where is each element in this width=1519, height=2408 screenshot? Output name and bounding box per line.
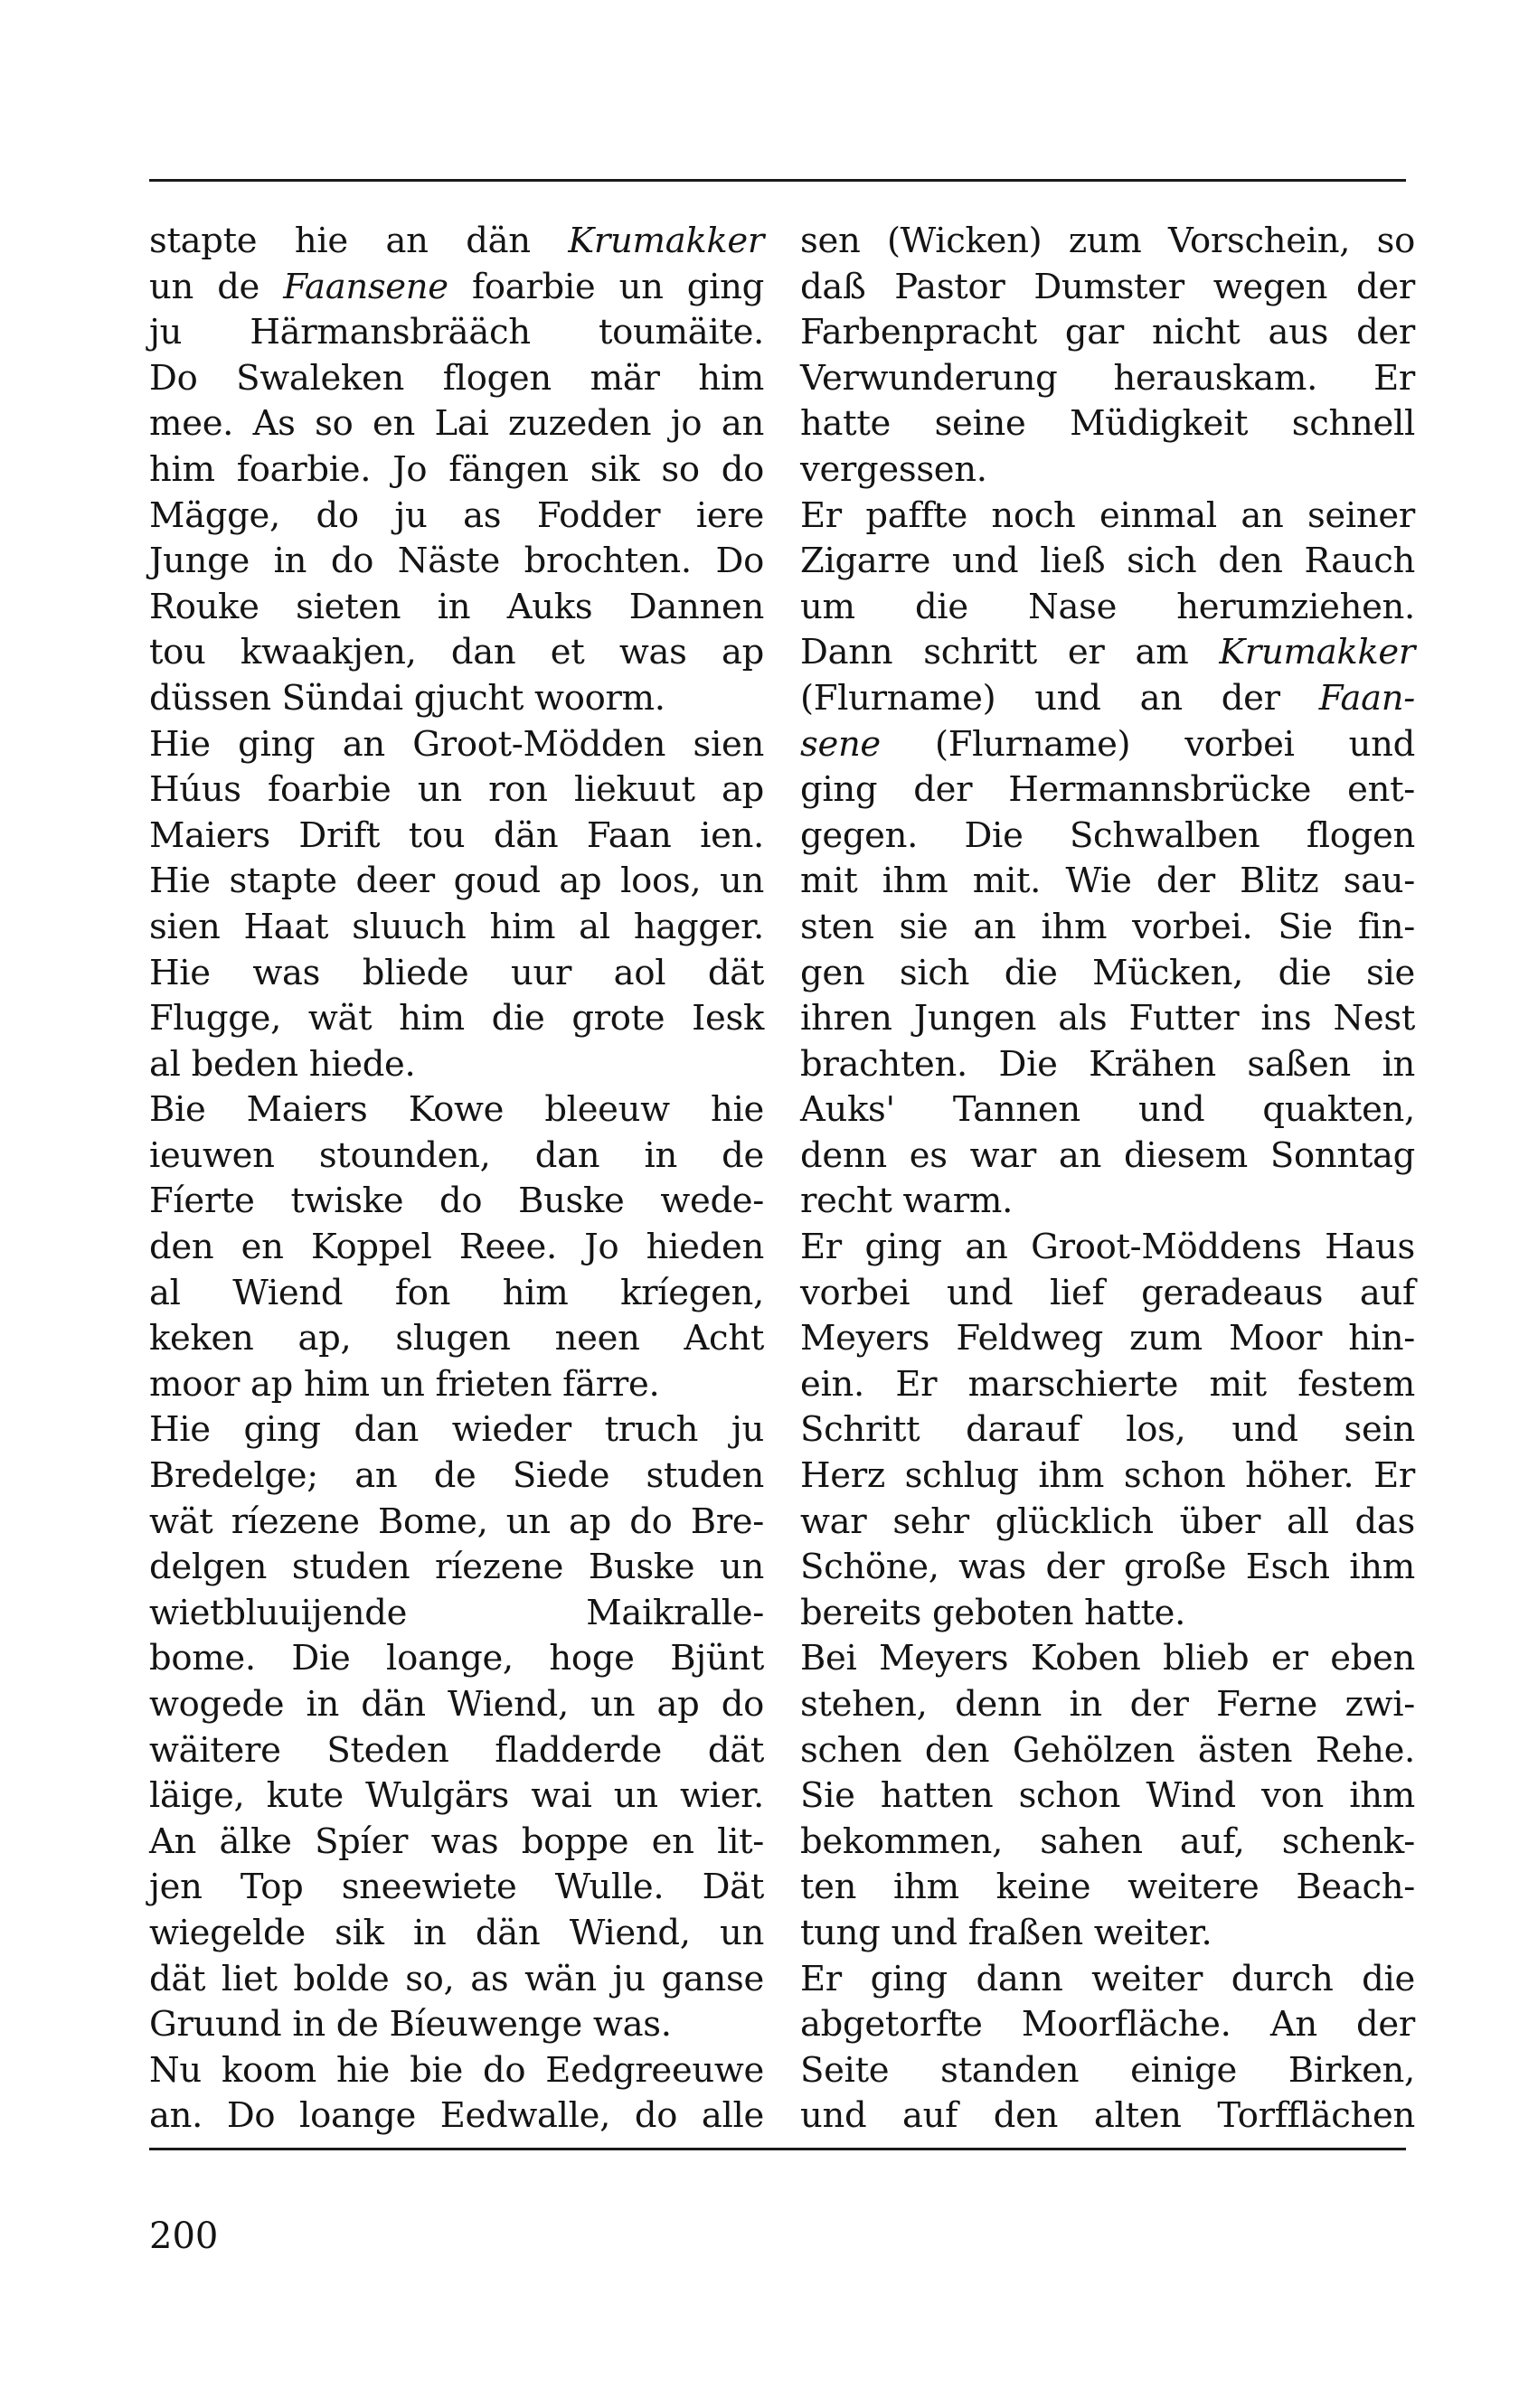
text-line: brachten. Die Krähen saßen in xyxy=(800,1043,1415,1085)
text-line: Er paffte noch einmal an seiner xyxy=(800,494,1415,536)
text-line: abgetorfte Moorfläche. An der xyxy=(800,2004,1415,2046)
text-line: schen den Gehölzen ästen Rehe. xyxy=(800,1729,1415,1771)
text-line: Schöne, was der große Esch ihm xyxy=(800,1547,1415,1588)
text-line: Farbenpracht gar nicht aus der xyxy=(800,312,1415,353)
text-line: Bredelge; an de Siede studen xyxy=(149,1455,764,1497)
text-line: ieuwen stounden, dan in de xyxy=(149,1134,764,1176)
text-line: hatte seine Müdigkeit schnell xyxy=(800,403,1415,445)
text-line: Meyers Feldweg zum Moor hin- xyxy=(800,1318,1415,1359)
text-line: Seite standen einige Birken, xyxy=(800,2049,1415,2091)
text-line: Zigarre und ließ sich den Rauch xyxy=(800,541,1415,582)
text-line: um die Nase herumziehen. xyxy=(800,586,1415,627)
text-line: dät liet bolde so, as wän ju ganse xyxy=(149,1958,764,1999)
text-line: Hie ging an Groot-Mödden sien xyxy=(149,723,764,765)
text-line: Flugge, wät him die grote Iesk xyxy=(149,998,764,1039)
text-line: jen Top sneewiete Wulle. Dät xyxy=(149,1867,764,1908)
text-line: Dann schritt er am Krumakker xyxy=(800,632,1415,673)
text-line: sien Haat sluuch him al hagger. xyxy=(149,906,764,947)
text-line: denn es war an diesem Sonntag xyxy=(800,1134,1415,1176)
text-line: Hie ging dan wieder truch ju xyxy=(149,1409,764,1451)
text-line: Nu koom hie bie do Eedgreeuwe xyxy=(149,2049,764,2091)
text-line: Er ging dann weiter durch die xyxy=(800,1958,1415,1999)
text-line: An älke Spíer was boppe en lit- xyxy=(149,1820,764,1862)
text-line: Herz schlug ihm schon höher. Er xyxy=(800,1455,1415,1497)
text-line: recht warm. xyxy=(800,1180,1014,1222)
text-line: Schritt darauf los, und sein xyxy=(800,1409,1415,1451)
text-line: bereits geboten hatte. xyxy=(800,1592,1186,1633)
text-line: Rouke sieten in Auks Dannen xyxy=(149,586,764,627)
text-line: Mägge, do ju as Fodder iere xyxy=(149,494,764,536)
text-line: war sehr glücklich über all das xyxy=(800,1500,1415,1542)
text-line: ihren Jungen als Futter ins Nest xyxy=(800,998,1415,1039)
text-line: Bie Maiers Kowe bleeuw hie xyxy=(149,1089,764,1131)
text-line: den en Koppel Reee. Jo hieden xyxy=(149,1227,764,1268)
text-line: un de Faansene foarbie un ging xyxy=(149,266,764,307)
text-line: vorbei und lief geradeaus auf xyxy=(800,1272,1415,1313)
page-number: 200 xyxy=(149,2215,219,2257)
text-line: Hie was bliede uur aol dät xyxy=(149,952,764,993)
text-line: ein. Er marschierte mit festem xyxy=(800,1363,1415,1405)
text-line: Sie hatten schon Wind von ihm xyxy=(800,1775,1415,1817)
text-line: Húus foarbie un ron liekuut ap xyxy=(149,769,764,811)
text-line: al beden hiede. xyxy=(149,1043,416,1085)
text-line: bekommen, sahen auf, schenk- xyxy=(800,1820,1415,1862)
text-line: Junge in do Näste brochten. Do xyxy=(149,541,764,582)
text-line: wogede in dän Wiend, un ap do xyxy=(149,1684,764,1725)
text-line: Gruund in de Bíeuwenge was. xyxy=(149,2004,672,2046)
text-line: mee. As so en Lai zuzeden jo an xyxy=(149,403,764,445)
text-line: an. Do loange Eedwalle, do alle xyxy=(149,2095,764,2137)
text-line: wietbluuijende Maikralle- xyxy=(149,1592,764,1633)
text-line: tou kwaakjen, dan et was ap xyxy=(149,632,764,673)
text-line: Bei Meyers Koben blieb er eben xyxy=(800,1638,1415,1679)
text-line: moor ap him un frieten färre. xyxy=(149,1363,660,1405)
text-line: läige, kute Wulgärs wai un wier. xyxy=(149,1775,764,1817)
text-line: stapte hie an dän Krumakker xyxy=(149,221,764,261)
text-line: düssen Sündai gjucht woorm. xyxy=(149,677,665,719)
text-line: gegen. Die Schwalben flogen xyxy=(800,814,1415,856)
text-line: Maiers Drift tou dän Faan ien. xyxy=(149,814,764,856)
text-line: ju Härmansbrääch toumäite. xyxy=(149,312,764,353)
text-line: him foarbie. Jo fängen sik so do xyxy=(149,448,764,490)
text-line: al Wiend fon him kríegen, xyxy=(149,1272,764,1313)
text-line: ten ihm keine weitere Beach- xyxy=(800,1867,1415,1908)
text-line: Do Swaleken flogen mär him xyxy=(149,357,764,399)
text-line: und auf den alten Torfflächen xyxy=(800,2095,1415,2137)
text-line: Er ging an Groot-Möddens Haus xyxy=(800,1227,1415,1268)
text-line: sen (Wicken) zum Vorschein, so xyxy=(800,221,1415,261)
text-line: vergessen. xyxy=(800,448,987,490)
text-line: tung und fraßen weiter. xyxy=(800,1912,1212,1953)
footer-rule xyxy=(149,2148,1406,2150)
text-line: daß Pastor Dumster wegen der xyxy=(800,266,1415,307)
text-line: sten sie an ihm vorbei. Sie fin- xyxy=(800,906,1415,947)
text-line: sene (Flurname) vorbei und xyxy=(800,723,1415,765)
text-line: stehen, denn in der Ferne zwi- xyxy=(800,1684,1415,1725)
text-line: Hie stapte deer goud ap loos, un xyxy=(149,861,764,902)
right-column-german-text xyxy=(800,219,1415,2140)
text-line: ging der Hermannsbrücke ent- xyxy=(800,769,1415,811)
text-line: keken ap, slugen neen Acht xyxy=(149,1318,764,1359)
text-line: gen sich die Mücken, die sie xyxy=(800,952,1415,993)
text-line: Auks' Tannen und quakten, xyxy=(800,1089,1415,1131)
text-line: Verwunderung herauskam. Er xyxy=(800,357,1415,399)
text-line: delgen studen ríezene Buske un xyxy=(149,1547,764,1588)
text-line: wiegelde sik in dän Wiend, un xyxy=(149,1912,764,1953)
text-line: wäitere Steden fladderde dät xyxy=(149,1729,764,1771)
header-rule xyxy=(149,179,1406,182)
text-line: bome. Die loange, hoge Bjünt xyxy=(149,1638,764,1679)
text-line: Fíerte twiske do Buske wede- xyxy=(149,1180,764,1222)
left-column-frisian-text xyxy=(149,219,764,2140)
text-line: (Flurname) und an der Faan- xyxy=(800,677,1415,719)
text-line: wät ríezene Bome, un ap do Bre- xyxy=(149,1500,764,1542)
text-line: mit ihm mit. Wie der Blitz sau- xyxy=(800,861,1415,902)
